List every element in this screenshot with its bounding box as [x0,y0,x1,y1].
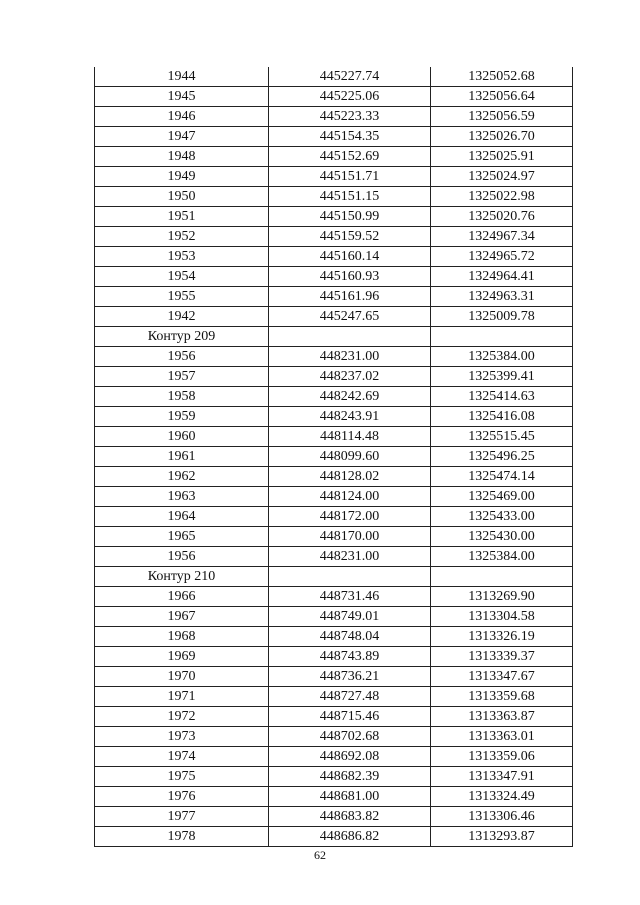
y-coordinate-cell: 1313359.06 [431,747,573,767]
x-coordinate-cell: 445150.99 [269,207,431,227]
y-coordinate-cell: 1313339.37 [431,647,573,667]
x-coordinate-cell: 448231.00 [269,347,431,367]
y-coordinate-cell: 1313347.91 [431,767,573,787]
x-coordinate-cell: 445151.15 [269,187,431,207]
point-number-cell: 1975 [95,767,269,787]
y-coordinate-cell: 1324965.72 [431,247,573,267]
table-row [95,587,573,607]
page-number: 62 [314,848,326,862]
x-coordinate-cell: 448702.68 [269,727,431,747]
table-row [95,207,573,227]
point-number-cell: 1961 [95,447,269,467]
y-coordinate-cell: 1325433.00 [431,507,573,527]
y-coordinate-cell: 1325384.00 [431,547,573,567]
y-coordinate-cell: 1325384.00 [431,347,573,367]
x-coordinate-cell: 445160.14 [269,247,431,267]
table-row [95,627,573,647]
x-coordinate-cell: 448683.82 [269,807,431,827]
y-coordinate-cell: 1313363.01 [431,727,573,747]
table-row [95,667,573,687]
x-coordinate-cell: 448231.00 [269,547,431,567]
y-coordinate-cell: 1325469.00 [431,487,573,507]
y-coordinate-cell: 1324963.31 [431,287,573,307]
point-number-cell: 1970 [95,667,269,687]
table-row [95,247,573,267]
point-number-cell: 1944 [95,67,269,87]
y-coordinate-cell: 1313326.19 [431,627,573,647]
x-coordinate-cell: 448099.60 [269,447,431,467]
point-number-cell: 1948 [95,147,269,167]
point-number-cell: 1957 [95,367,269,387]
point-number-cell: 1967 [95,607,269,627]
table-row [95,807,573,827]
table-row [95,607,573,627]
y-coordinate-cell: 1325430.00 [431,527,573,547]
table-row [95,307,573,327]
x-coordinate-cell: 448748.04 [269,627,431,647]
point-number-cell: 1960 [95,427,269,447]
y-coordinate-cell: 1313306.46 [431,807,573,827]
point-number-cell: 1954 [95,267,269,287]
table-row [95,407,573,427]
y-coordinate-cell: 1313324.49 [431,787,573,807]
point-number-cell: 1946 [95,107,269,127]
contour-header-row [95,327,573,347]
point-number-cell: 1968 [95,627,269,647]
table-row [95,127,573,147]
table-row [95,347,573,367]
table-row [95,787,573,807]
x-coordinate-cell: 448686.82 [269,827,431,847]
x-coordinate-cell: 448727.48 [269,687,431,707]
x-coordinate-cell: 445223.33 [269,107,431,127]
x-coordinate-cell: 448731.46 [269,587,431,607]
x-coordinate-cell: 448170.00 [269,527,431,547]
table-row [95,507,573,527]
x-coordinate-cell: 445159.52 [269,227,431,247]
contour-label: Контур 209 [95,327,269,347]
table-row [95,547,573,567]
point-number-cell: 1945 [95,87,269,107]
point-number-cell: 1950 [95,187,269,207]
y-coordinate-cell: 1325474.14 [431,467,573,487]
table-row [95,87,573,107]
table-row [95,687,573,707]
table-row [95,467,573,487]
point-number-cell: 1973 [95,727,269,747]
x-coordinate-cell: 448128.02 [269,467,431,487]
y-coordinate-cell: 1325399.41 [431,367,573,387]
y-coordinate-cell: 1313293.87 [431,827,573,847]
y-coordinate-cell: 1313347.67 [431,667,573,687]
y-coordinate-cell: 1325056.59 [431,107,573,127]
point-number-cell: 1971 [95,687,269,707]
point-number-cell: 1962 [95,467,269,487]
y-coordinate-cell: 1325024.97 [431,167,573,187]
table-row [95,107,573,127]
point-number-cell: 1976 [95,787,269,807]
y-coordinate-cell: 1325026.70 [431,127,573,147]
x-coordinate-cell: 445160.93 [269,267,431,287]
table-row [95,67,573,87]
point-number-cell: 1964 [95,507,269,527]
y-coordinate-cell: 1313269.90 [431,587,573,607]
coordinates-table [94,67,573,847]
y-coordinate-cell: 1324964.41 [431,267,573,287]
y-coordinate-cell: 1313359.68 [431,687,573,707]
point-number-cell: 1958 [95,387,269,407]
table-row [95,487,573,507]
table-row [95,367,573,387]
table-row [95,387,573,407]
y-coordinate-cell: 1325515.45 [431,427,573,447]
table-row [95,767,573,787]
y-coordinate-cell: 1325020.76 [431,207,573,227]
table-row [95,167,573,187]
empty-cell [269,327,431,347]
table-row [95,727,573,747]
x-coordinate-cell: 445151.71 [269,167,431,187]
table-row [95,267,573,287]
x-coordinate-cell: 448242.69 [269,387,431,407]
point-number-cell: 1963 [95,487,269,507]
point-number-cell: 1952 [95,227,269,247]
x-coordinate-cell: 448715.46 [269,707,431,727]
table-row [95,707,573,727]
x-coordinate-cell: 448243.91 [269,407,431,427]
coordinates-table-body [95,67,573,847]
y-coordinate-cell: 1325056.64 [431,87,573,107]
point-number-cell: 1965 [95,527,269,547]
contour-header-row [95,567,573,587]
x-coordinate-cell: 448124.00 [269,487,431,507]
y-coordinate-cell: 1325022.98 [431,187,573,207]
table-row [95,147,573,167]
table-row [95,227,573,247]
empty-cell [431,327,573,347]
x-coordinate-cell: 445161.96 [269,287,431,307]
table-row [95,447,573,467]
x-coordinate-cell: 448692.08 [269,747,431,767]
y-coordinate-cell: 1325052.68 [431,67,573,87]
table-row [95,647,573,667]
point-number-cell: 1978 [95,827,269,847]
x-coordinate-cell: 445247.65 [269,307,431,327]
point-number-cell: 1972 [95,707,269,727]
empty-cell [269,567,431,587]
y-coordinate-cell: 1325009.78 [431,307,573,327]
point-number-cell: 1974 [95,747,269,767]
empty-cell [431,567,573,587]
point-number-cell: 1949 [95,167,269,187]
x-coordinate-cell: 445152.69 [269,147,431,167]
x-coordinate-cell: 445225.06 [269,87,431,107]
y-coordinate-cell: 1325416.08 [431,407,573,427]
table-row [95,287,573,307]
x-coordinate-cell: 448743.89 [269,647,431,667]
table-row [95,747,573,767]
point-number-cell: 1942 [95,307,269,327]
point-number-cell: 1951 [95,207,269,227]
point-number-cell: 1956 [95,547,269,567]
x-coordinate-cell: 448237.02 [269,367,431,387]
y-coordinate-cell: 1313304.58 [431,607,573,627]
point-number-cell: 1966 [95,587,269,607]
x-coordinate-cell: 448682.39 [269,767,431,787]
x-coordinate-cell: 448749.01 [269,607,431,627]
x-coordinate-cell: 445227.74 [269,67,431,87]
table-row [95,827,573,847]
table-row [95,187,573,207]
x-coordinate-cell: 448172.00 [269,507,431,527]
x-coordinate-cell: 445154.35 [269,127,431,147]
point-number-cell: 1956 [95,347,269,367]
table-row [95,427,573,447]
x-coordinate-cell: 448681.00 [269,787,431,807]
y-coordinate-cell: 1325496.25 [431,447,573,467]
x-coordinate-cell: 448114.48 [269,427,431,447]
point-number-cell: 1947 [95,127,269,147]
y-coordinate-cell: 1313363.87 [431,707,573,727]
point-number-cell: 1953 [95,247,269,267]
y-coordinate-cell: 1325025.91 [431,147,573,167]
point-number-cell: 1977 [95,807,269,827]
table-row [95,527,573,547]
y-coordinate-cell: 1324967.34 [431,227,573,247]
point-number-cell: 1955 [95,287,269,307]
point-number-cell: 1959 [95,407,269,427]
point-number-cell: 1969 [95,647,269,667]
x-coordinate-cell: 448736.21 [269,667,431,687]
contour-label: Контур 210 [95,567,269,587]
y-coordinate-cell: 1325414.63 [431,387,573,407]
